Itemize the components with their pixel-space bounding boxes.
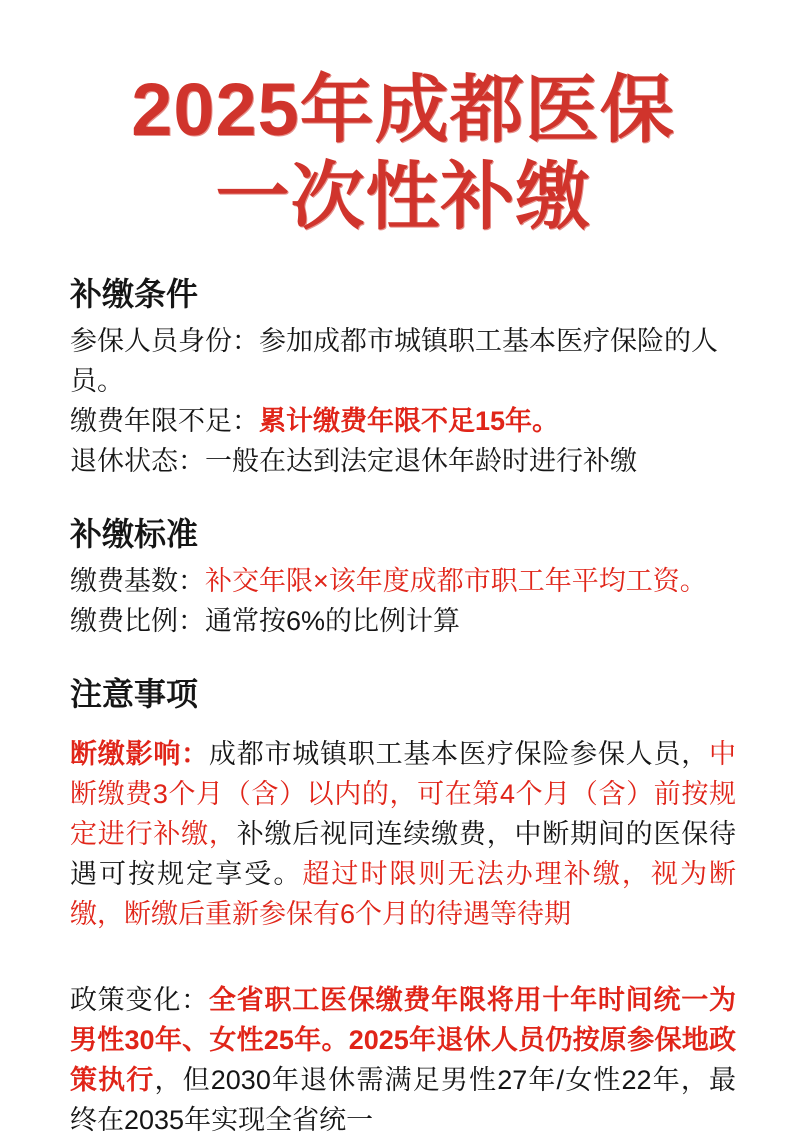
notes-paragraph-policy (70, 980, 736, 1140)
standards-heading: 补缴标准 (70, 516, 199, 553)
conditions-row-years-label: 缴费年限不足： (70, 406, 259, 437)
conditions-row-identity-value: 参加成都市城镇职工基本医疗保险的人员。 (70, 326, 718, 397)
conditions-row-retirement-value: 一般在达到法定退休年龄时进行补缴 (205, 446, 637, 477)
notes-p1-seg4: 超过时限则无法办理补缴，视为断缴，断缴后重新参保有6个月的待遇等待期 (70, 858, 737, 929)
poster-title-line1: 2025年成都医保 (131, 68, 675, 151)
standards-row-ratio-label: 缴费比例： (70, 606, 205, 637)
standards-row-ratio (70, 601, 736, 641)
poster-title (70, 66, 736, 241)
conditions-row-retirement-label: 退休状态： (70, 446, 205, 477)
conditions-heading: 补缴条件 (70, 275, 199, 312)
notes-p1-seg1: 成都市城镇职工基本医疗保险参保人员， (208, 738, 710, 769)
notes-p2-seg2: ，但2030年退休需满足男性27年/女性22年，最终在2035年实现全省统一 (70, 1064, 736, 1135)
notes-p2-label: 政策变化： (70, 984, 209, 1015)
conditions-row-years-value: 累计缴费年限不足15年。 (259, 406, 560, 437)
notes-p2-seg1: 全省职工医保缴费年限将用十年时间统一为男性30年、女性25年。2025年退休人员仍按原参保地政策执行 (70, 984, 737, 1095)
standards-row-base-value: 补交年限×该年度成都市职工年平均工资。 (205, 566, 707, 597)
conditions-row-retirement (70, 441, 736, 481)
standards-row-ratio-value: 通常按6%的比例计算 (205, 606, 461, 637)
notes-p1-seg3: 补缴后视同连续缴费，中断期间的医保待遇可按规定享受。 (70, 818, 737, 889)
notes-p1-seg2: 中断缴费3个月（含）以内的，可在第4个月（含）前按规定进行补缴， (70, 738, 737, 849)
poster-title-line2: 一次性补缴 (215, 155, 591, 239)
notes-p1-label: 断缴影响： (70, 738, 209, 769)
conditions-row-years (70, 401, 736, 441)
section-standards (70, 515, 736, 641)
section-conditions (70, 275, 736, 481)
conditions-row-identity-label: 参保人员身份： (70, 326, 259, 357)
notes-heading: 注意事项 (70, 676, 199, 713)
standards-row-base-label: 缴费基数： (70, 566, 205, 597)
conditions-row-identity (70, 321, 736, 401)
standards-row-base (70, 561, 736, 601)
section-notes (70, 675, 736, 1139)
notes-paragraph-interruption (70, 734, 736, 934)
